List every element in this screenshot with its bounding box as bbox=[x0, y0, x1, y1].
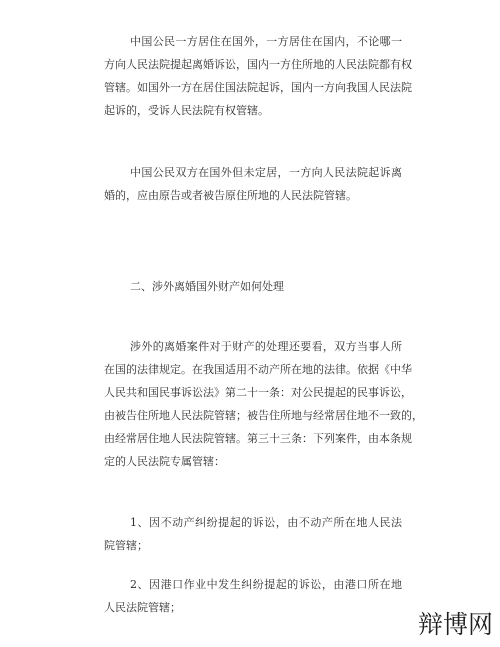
paragraph-line: 起诉的，受诉人民法院有权管辖。 bbox=[104, 104, 269, 117]
paragraph-line: 婚的，应由原告或者被告原住所地的人民法院管辖。 bbox=[104, 189, 357, 202]
paragraph-line: 人民共和国民事诉讼法》第二十一条：对公民提起的民事诉讼， bbox=[104, 386, 412, 399]
paragraph-line: 定的人民法院专属管辖： bbox=[104, 455, 225, 468]
paragraph-line: 管辖。如国外一方在居住国法院起诉，国内一方向我国人民法院 bbox=[104, 81, 412, 94]
paragraph-line: 涉外的离婚案件对于财产的处理还要看，双方当事人所 bbox=[130, 340, 402, 353]
list-item-line: 院管辖； bbox=[104, 539, 148, 552]
paragraph-line: 中国公民双方在国外但未定居，一方向人民法院起诉离 bbox=[130, 166, 402, 179]
paragraph-line: 由经常居住地人民法院管辖。第三十三条：下列案件，由本条规 bbox=[104, 432, 412, 445]
watermark-logo: 辩博网 bbox=[418, 610, 494, 639]
section-heading: 二、涉外离婚国外财产如何处理 bbox=[130, 280, 284, 293]
list-item-line: 人民法院管辖； bbox=[104, 601, 181, 614]
paragraph-line: 由被告住所地人民法院管辖；被告住所地与经常居住地不一致的， bbox=[104, 409, 423, 422]
list-item-line: 1、因不动产纠纷提起的诉讼，由不动产所在地人民法 bbox=[130, 516, 402, 529]
paragraph-line: 在国的法律规定。在我国适用不动产所在地的法律。依据《中华 bbox=[104, 363, 412, 376]
paragraph-line: 中国公民一方居住在国外，一方居住在国内，不论哪一 bbox=[130, 35, 402, 48]
list-item-line: 2、因港口作业中发生纠纷提起的诉讼，由港口所在地 bbox=[130, 578, 402, 591]
paragraph-line: 方向人民法院提起离婚诉讼，国内一方住所地的人民法院都有权 bbox=[104, 58, 412, 71]
